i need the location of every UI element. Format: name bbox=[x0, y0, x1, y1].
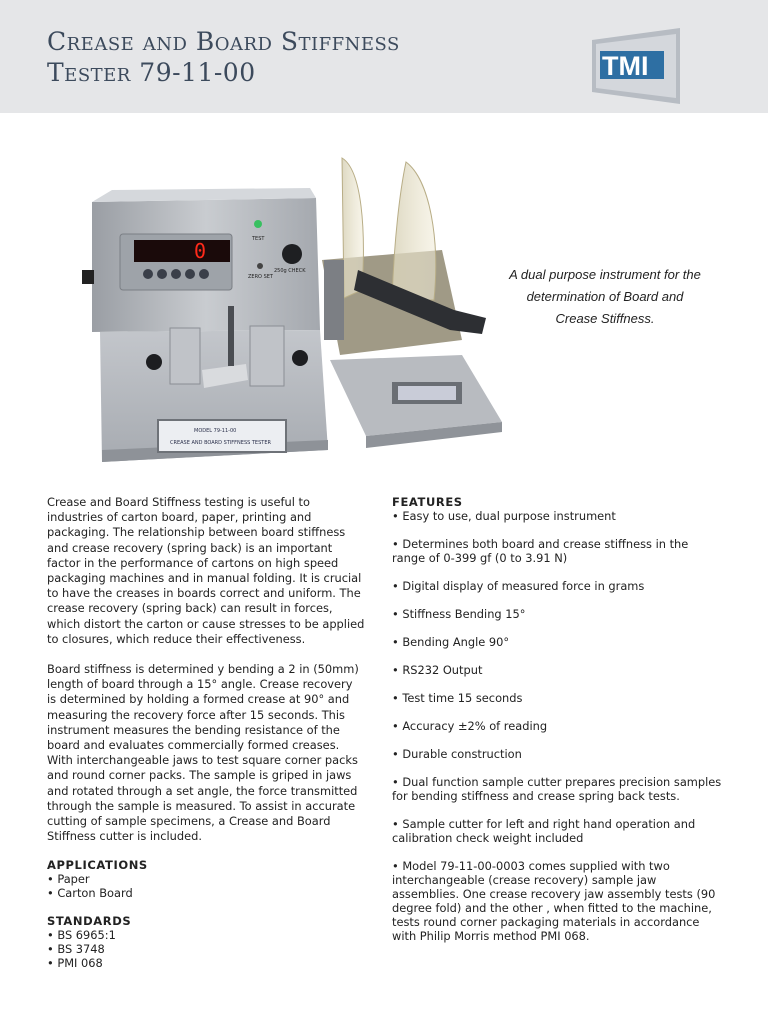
list-item: • Accuracy ±2% of reading bbox=[392, 719, 548, 733]
model-label-line-2: CREASE AND BOARD STIFFNESS TESTER bbox=[170, 440, 271, 446]
weight-label: 250g CHECK bbox=[274, 268, 306, 274]
list-item: • Digital display of measured force in grams bbox=[392, 579, 645, 593]
clamp-knob-icon bbox=[146, 354, 162, 370]
caption-line-3: Crease Stiffness. bbox=[555, 311, 655, 326]
list-item: • BS 6965:1 bbox=[47, 928, 116, 943]
sample-cutter bbox=[322, 158, 502, 448]
applications-list bbox=[47, 872, 365, 900]
list-item: • Determines both board and crease stiffness in the range of 0-399 gf (0 to 3.91 N) bbox=[392, 537, 689, 565]
tester-unit bbox=[82, 188, 328, 462]
logo-text: TMI bbox=[602, 51, 649, 81]
list-item: • Dual function sample cutter prepares precision samples for bending stiffness and crease spring back tests. bbox=[392, 775, 722, 803]
list-item: • RS232 Output bbox=[392, 663, 483, 677]
method-paragraph: Board stiffness is determined y bending a 2 in (50mm) length of board through a 15° angle. Crease recovery is determined by holding a formed crease at 90° and measuring the recovery force after 15 seconds. This instrument measures the bending resistance of the board and evaluates commercially formed creases. With interchangeable jaws to test square corner packs and round corner packs. The sample is griped in jaws and rotated through a set angle, the force transmitted through the sample is measured. To assist in accurate cutting of sample specimens, a Crease and Board Stiffness cutter is included. bbox=[47, 662, 359, 844]
caption-line-2: determination of Board and bbox=[526, 289, 684, 304]
list-item: • PMI 068 bbox=[47, 956, 103, 971]
cutter-label-plate bbox=[398, 386, 456, 400]
intro-paragraph: Crease and Board Stiffness testing is useful to industries of carton board, paper, printing and packaging. The relationship between board stiffness and crease recovery (spring back) is an important factor in the performance of cartons on high speed packaging machines and in manual folding. It is crucial to have the creases in boards correct and uniform. The crease recovery (spring back) can result in forces, which distort the carton or cause stresses to be applied to closures, which reduce their effectiveness. bbox=[47, 495, 365, 646]
jaw-right bbox=[250, 326, 284, 386]
tmi-logo bbox=[588, 26, 684, 104]
button-icon bbox=[143, 269, 153, 279]
clamp-knob-icon bbox=[292, 350, 308, 366]
caption-line-1: A dual purpose instrument for the bbox=[509, 267, 701, 282]
standards-list bbox=[47, 928, 365, 970]
standards-heading: STANDARDS bbox=[47, 914, 132, 929]
test-label: TEST bbox=[252, 236, 265, 242]
knob-icon bbox=[282, 244, 302, 264]
right-column bbox=[392, 495, 722, 957]
model-label-plate bbox=[158, 420, 286, 452]
list-item: • Bending Angle 90° bbox=[392, 635, 510, 649]
cutter-guard-right bbox=[392, 162, 436, 300]
features-heading: FEATURES bbox=[392, 495, 463, 509]
title-line-1: Crease and Board Stiffness bbox=[47, 27, 400, 56]
title-line-2: Tester 79-11-00 bbox=[47, 58, 256, 87]
zero-button-icon bbox=[257, 263, 263, 269]
model-label-line-1: MODEL 79-11-00 bbox=[194, 428, 237, 434]
button-icon bbox=[157, 269, 167, 279]
force-display bbox=[134, 240, 230, 262]
product-photo bbox=[62, 150, 502, 470]
list-item: • Test time 15 seconds bbox=[392, 691, 523, 705]
list-item: • Easy to use, dual purpose instrument bbox=[392, 509, 616, 523]
list-item: • Stiffness Bending 15° bbox=[392, 607, 526, 621]
display-digit: 0 bbox=[194, 239, 207, 263]
button-icon bbox=[185, 269, 195, 279]
list-item: • Model 79-11-00-0003 comes supplied with two interchangeable (crease recovery) sample jaw assemblies. One crease recovery jaw assembly tests (90 degree fold) and the other , when fitted to the machine, tests round corner packaging materials in accordance with Philip Morris method PMI 068. bbox=[392, 859, 716, 943]
applications-heading: APPLICATIONS bbox=[47, 858, 148, 873]
list-item: • Sample cutter for left and right hand operation and calibration check weight included bbox=[392, 817, 696, 845]
page-title bbox=[47, 26, 400, 88]
header-band bbox=[0, 0, 768, 113]
photo-caption bbox=[480, 264, 730, 330]
features-list bbox=[392, 509, 722, 943]
list-item: • Carton Board bbox=[47, 886, 133, 901]
list-item: • Durable construction bbox=[392, 747, 522, 761]
button-icon bbox=[171, 269, 181, 279]
test-led-icon bbox=[254, 220, 262, 228]
zero-label: ZERO SET bbox=[248, 274, 273, 280]
left-column bbox=[47, 495, 365, 970]
list-item: • BS 3748 bbox=[47, 942, 105, 957]
button-icon bbox=[199, 269, 209, 279]
list-item: • Paper bbox=[47, 872, 90, 887]
jaw-left bbox=[170, 328, 200, 384]
